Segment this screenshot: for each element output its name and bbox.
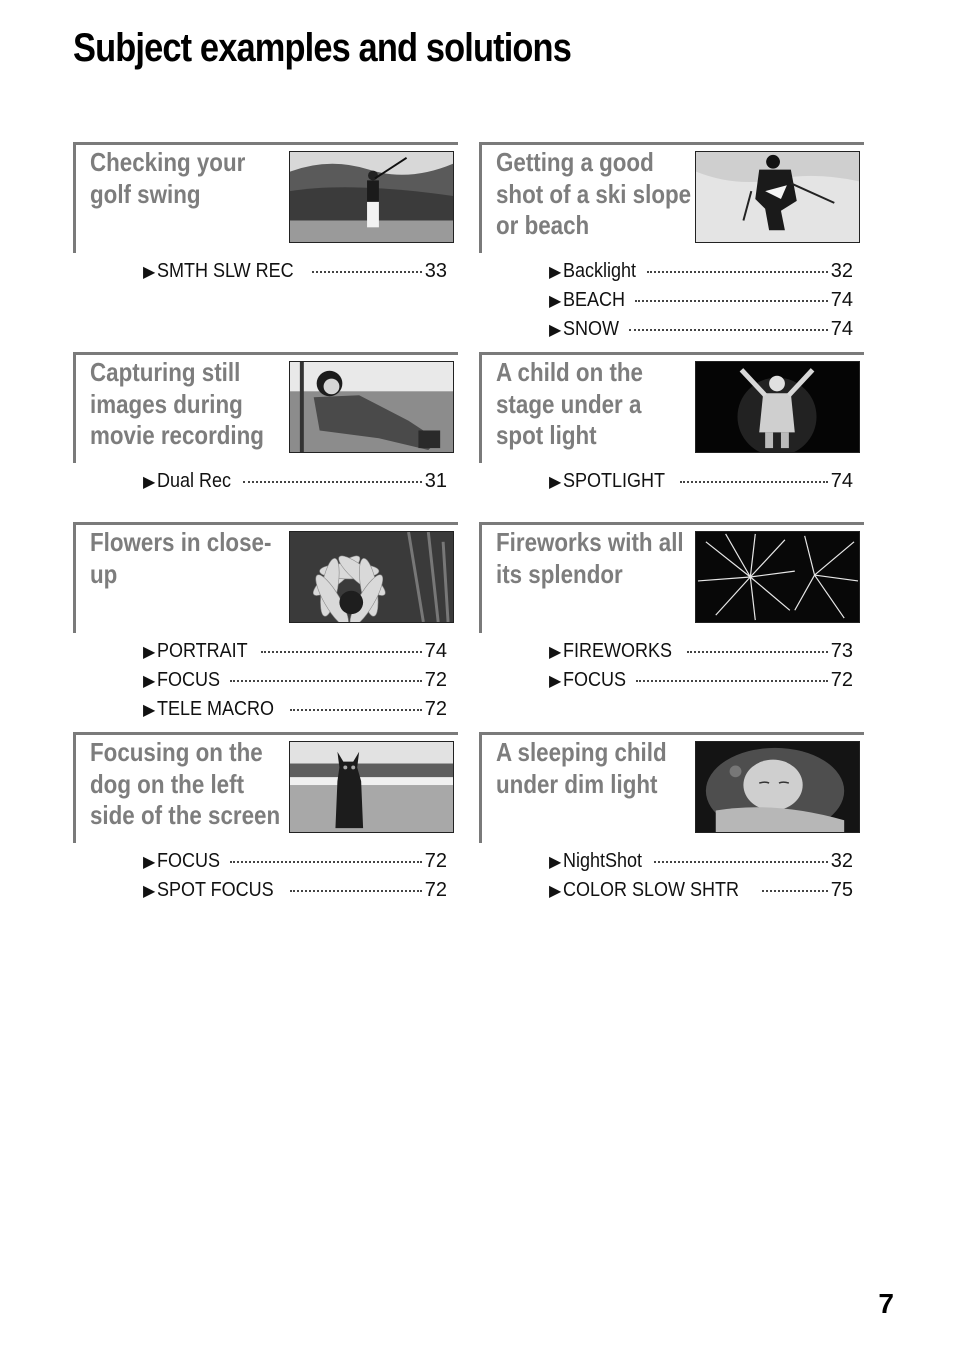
card-box xyxy=(73,522,458,633)
list-item[interactable]: ▶ TELE MACRO 72 xyxy=(143,698,447,720)
list-item[interactable]: ▶ FIREWORKS 73 xyxy=(549,640,853,662)
card-heading: Checking your golf swing xyxy=(90,147,246,209)
leader-dots xyxy=(647,270,827,273)
list-item[interactable]: ▶ FOCUS 72 xyxy=(143,850,447,872)
reference-list xyxy=(549,470,853,499)
card-ski-slope xyxy=(479,142,864,340)
sleeping-child-photo xyxy=(695,741,860,833)
list-item[interactable]: ▶ SPOT FOCUS 72 xyxy=(143,879,447,901)
card-flowers xyxy=(73,522,458,720)
reference-list xyxy=(143,470,447,499)
triangle-right-icon: ▶ xyxy=(143,883,156,900)
leader-dots xyxy=(636,679,827,682)
card-dog-focus xyxy=(73,732,458,901)
leader-dots xyxy=(230,860,421,863)
triangle-right-icon: ▶ xyxy=(549,673,562,690)
list-item[interactable]: ▶ Backlight 32 xyxy=(549,260,853,282)
card-heading: Fireworks with all its splendor xyxy=(496,527,684,589)
card-box xyxy=(479,732,864,843)
card-box xyxy=(73,732,458,843)
card-fireworks xyxy=(479,522,864,691)
triangle-right-icon: ▶ xyxy=(549,644,562,661)
leader-dots xyxy=(680,480,828,483)
reference-list xyxy=(549,260,853,347)
leader-dots xyxy=(290,708,421,711)
card-box xyxy=(479,352,864,463)
triangle-right-icon: ▶ xyxy=(143,644,156,661)
leader-dots xyxy=(635,299,828,302)
reference-list xyxy=(549,850,853,908)
golf-swing-photo xyxy=(289,151,454,243)
list-item[interactable]: ▶ PORTRAIT 74 xyxy=(143,640,447,662)
card-golf-swing xyxy=(73,142,458,282)
triangle-right-icon: ▶ xyxy=(549,264,562,281)
card-box xyxy=(73,352,458,463)
list-item[interactable]: ▶ COLOR SLOW SHTR 75 xyxy=(549,879,853,901)
card-box xyxy=(479,522,864,633)
leader-dots xyxy=(654,860,828,863)
dog-beach-photo xyxy=(289,741,454,833)
triangle-right-icon: ▶ xyxy=(143,702,156,719)
flower-photo xyxy=(289,531,454,623)
list-item[interactable]: ▶ FOCUS 72 xyxy=(549,669,853,691)
card-heading: A sleeping child under dim light xyxy=(496,737,667,799)
list-item[interactable]: ▶ BEACH 74 xyxy=(549,289,853,311)
triangle-right-icon: ▶ xyxy=(549,854,562,871)
leader-dots xyxy=(230,679,421,682)
triangle-right-icon: ▶ xyxy=(143,854,156,871)
card-heading: Getting a good shot of a ski slope or beach xyxy=(496,147,692,240)
leader-dots xyxy=(243,480,422,483)
triangle-right-icon: ▶ xyxy=(143,673,156,690)
list-item[interactable]: ▶ SNOW 74 xyxy=(549,318,853,340)
card-box xyxy=(479,142,864,253)
list-item[interactable]: ▶ FOCUS 72 xyxy=(143,669,447,691)
reference-list xyxy=(143,850,447,908)
reference-list xyxy=(143,640,447,727)
card-box xyxy=(73,142,458,253)
fireworks-photo xyxy=(695,531,860,623)
reference-list xyxy=(549,640,853,698)
leader-dots xyxy=(290,889,422,892)
triangle-right-icon: ▶ xyxy=(143,474,156,491)
card-heading: A child on the stage under a spot light xyxy=(496,357,643,450)
leader-dots xyxy=(261,650,422,653)
leader-dots xyxy=(629,328,828,331)
card-heading: Focusing on the dog on the left side of the screen xyxy=(90,737,281,830)
triangle-right-icon: ▶ xyxy=(549,474,562,491)
list-item[interactable]: ▶ Dual Rec 31 xyxy=(143,470,447,492)
triangle-right-icon: ▶ xyxy=(549,322,562,339)
leader-dots xyxy=(687,650,827,653)
card-heading: Flowers in close-up xyxy=(90,527,272,589)
child-spotlight-photo xyxy=(695,361,860,453)
leader-dots xyxy=(762,889,828,892)
triangle-right-icon: ▶ xyxy=(143,264,156,281)
reference-list xyxy=(143,260,447,289)
leader-dots xyxy=(312,270,422,273)
list-item[interactable]: ▶ SPOTLIGHT 74 xyxy=(549,470,853,492)
card-heading: Capturing still images during movie recording xyxy=(90,357,264,450)
page-title: Subject examples and solutions xyxy=(73,26,571,70)
card-still-images xyxy=(73,352,458,492)
card-spotlight xyxy=(479,352,864,492)
card-sleeping-child xyxy=(479,732,864,901)
triangle-right-icon: ▶ xyxy=(549,293,562,310)
skier-photo xyxy=(695,151,860,243)
child-on-swing-photo xyxy=(289,361,454,453)
list-item[interactable]: ▶ NightShot 32 xyxy=(549,850,853,872)
list-item[interactable]: ▶ SMTH SLW REC 33 xyxy=(143,260,447,282)
page-number: 7 xyxy=(878,1288,894,1319)
triangle-right-icon: ▶ xyxy=(549,883,562,900)
